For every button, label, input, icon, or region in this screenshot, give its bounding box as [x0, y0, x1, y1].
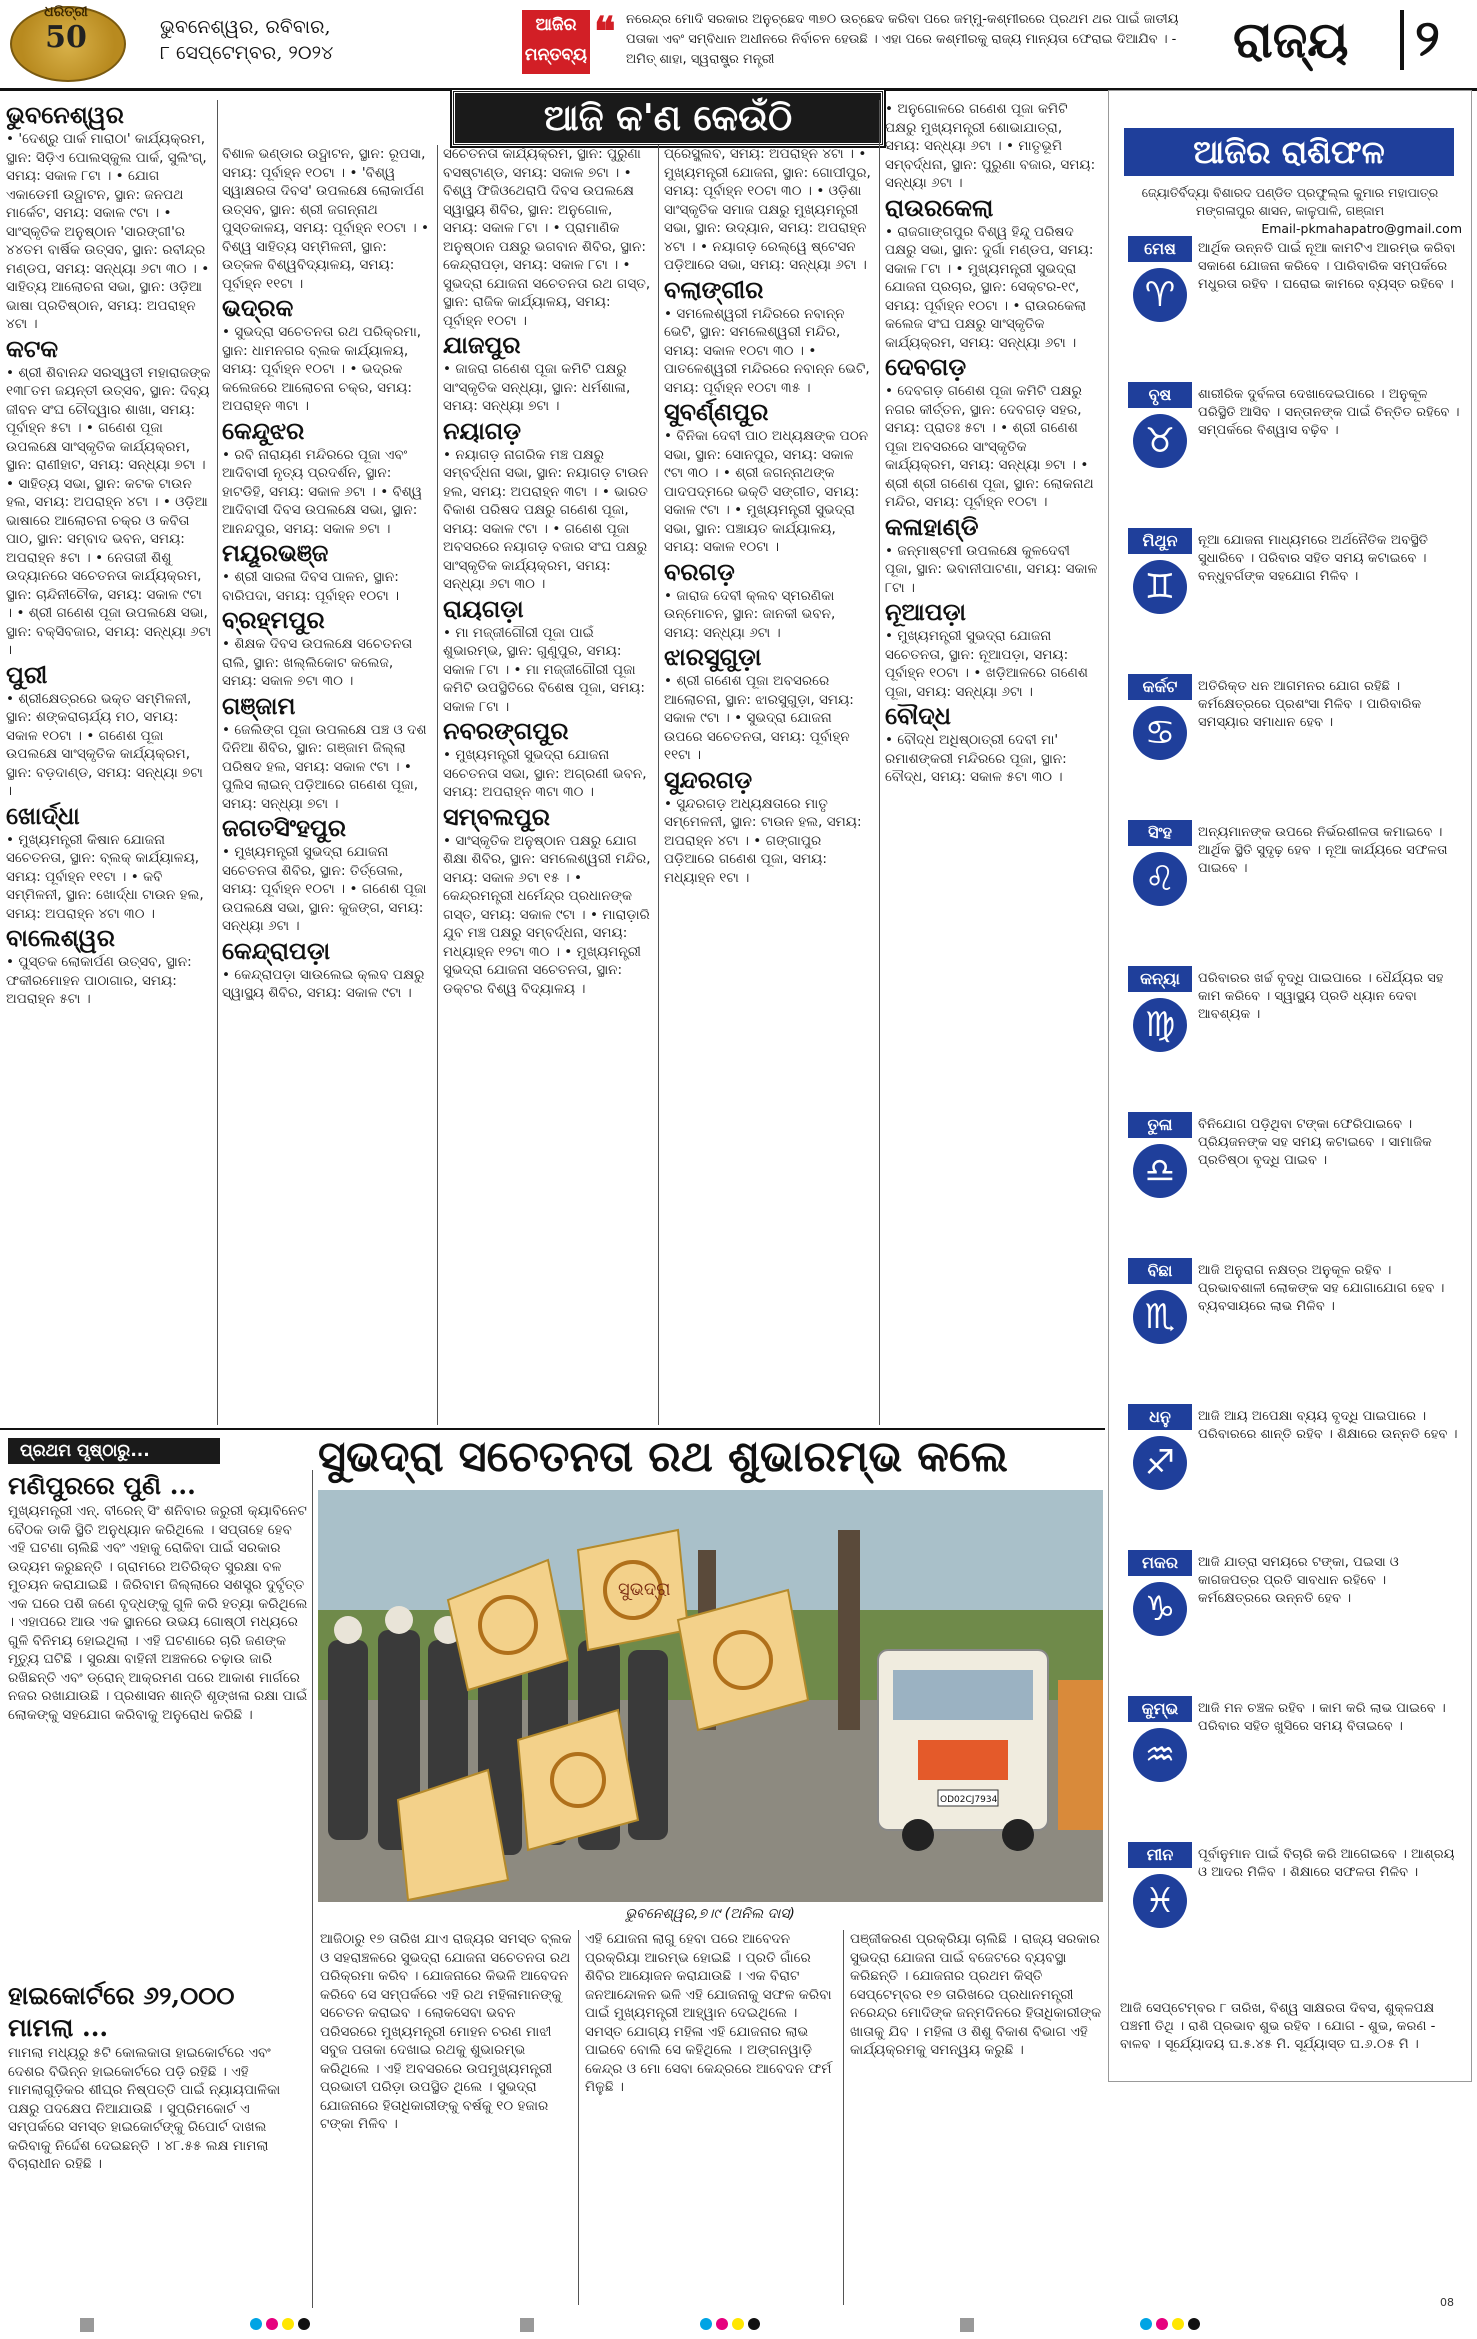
event-text: • ମୁଖ୍ୟମନ୍ତ୍ରୀ ସୁଭଦ୍ରା ଯୋଜନା ସଚେତନତା ସଭା, ସ୍ଥାନ: ଅଗ୍ରଣୀ ଭବନ, ସମୟ: ଅପରାହ୍ନ ୩ଟା ୩୦ ।	[443, 747, 647, 800]
event-text: • ସୁଭଦ୍ରା ସଚେତନତା ରଥ ପରିକ୍ରମା, ସ୍ଥାନ: ଧାମନଗର ବ୍ଲକ କାର୍ଯ୍ୟାଳୟ, ସମୟ: ପୂର୍ବାହ୍ନ ୧୦ଟା । • ଭଦ୍ରକ କଲେଜରେ ଆଲୋଚନା ଚକ୍ର, ସମୟ: ଅପରାହ୍ନ ୩ଟା ।	[222, 324, 422, 414]
story-body-col3: ପଞ୍ଜୀକରଣ ପ୍ରକ୍ରିୟା ଚାଲିଛି । ରାଜ୍ୟ ସରକାର ସୁଭଦ୍ରା ଯୋଜନା ପାଇଁ ବଜେଟରେ ବ୍ୟବସ୍ଥା କରିଛନ୍ତି । ଯୋଜନାର ପ୍ରଥମ କିସ୍ତି ସେପ୍ଟେମ୍ବର ୧୭ ତାରିଖରେ ପ୍ରଧାନମନ୍ତ୍ରୀ ନରେନ୍ଦ୍ର ମୋଦିଙ୍କ ଜନ୍ମଦିନରେ ହିତାଧିକାରୀଙ୍କ ଖାତାକୁ ଯିବ । ମହିଳା ଓ ଶିଶୁ ବିକାଶ ବିଭାଗ ଏହି କାର୍ଯ୍ୟକ୍ରମକୁ ସମନ୍ୱୟ କରୁଛି ।	[850, 1931, 1102, 2058]
event-text: • ଜାଜରା ଗଣେଶ ପୂଜା କମିଟି ପକ୍ଷରୁ ସାଂସ୍କୃତିକ ସନ୍ଧ୍ୟା, ସ୍ଥାନ: ଧର୍ମଶାଳା, ସମୟ: ସନ୍ଧ୍ୟା ୭ଟା ।	[443, 361, 631, 414]
black-mark	[298, 2318, 310, 2330]
events-column-4	[664, 145, 872, 1425]
sign-text: ପରିବାରର ଖର୍ଚ୍ଚ ବୃଦ୍ଧି ପାଇପାରେ । ଧୈର୍ଯ୍ୟର ସହ କାମ କରିବେ । ସ୍ୱାସ୍ଥ୍ୟ ପ୍ରତି ଧ୍ୟାନ ଦେବା ଆବଶ୍ୟକ ।	[1198, 971, 1444, 1023]
event-text: • ସମଲେଶ୍ୱରୀ ମନ୍ଦିରରେ ନବାନ୍ନ ଭେଟି, ସ୍ଥାନ: ସମଲେଶ୍ୱରୀ ମନ୍ଦିର, ସମୟ: ସକାଳ ୧୦ଟା ୩୦ । • ପାତଳେଶ୍ୱରୀ ମନ୍ଦିରରେ ନବାନ୍ନ ଭେଟି, ସମୟ: ପୂର୍ବାହ୍ନ ୧୦ଟା ୩୫ ।	[664, 305, 870, 396]
location-heading: ଝାରସୁଗୁଡ଼ା	[664, 642, 762, 671]
event-text: ବିଶାଳ ଭଣ୍ଡାର ଉଦ୍ଘାଟନ, ସ୍ଥାନ: ରୂପସା, ସମୟ: ପୂର୍ବାହ୍ନ ୧୦ଟା । • 'ବିଶ୍ୱ ସ୍ୱାକ୍ଷରତା ଦିବସ' ଉପଲକ୍ଷେ ଲୋକାର୍ପଣ ଉତ୍ସବ, ସ୍ଥାନ: ଶ୍ରୀ ଜଗନ୍ନାଥ ପୁସ୍ତକାଳୟ, ସମୟ: ପୂର୍ବାହ୍ନ ୧୦ଟା । • ବିଶ୍ୱ ସାହିତ୍ୟ ସମ୍ମିଳନୀ, ସ୍ଥାନ: ଉତ୍କଳ ବିଶ୍ୱବିଦ୍ୟାଳୟ, ସମୟ: ପୂର୍ବାହ୍ନ ୧୧ଟା ।	[222, 146, 430, 292]
zodiac-icon: ♎	[1133, 1144, 1187, 1198]
sign-text: ଆର୍ଥିକ ଉନ୍ନତି ପାଇଁ ନୂଆ କାମଟିଏ ଆରମ୍ଭ କରିବା ସକାଶେ ଯୋଜନା କରିବେ । ପାରିବାରିକ ସମ୍ପର୍କରେ ମଧୁରତା ରହିବ । ଘରୋଇ କାମରେ ବ୍ୟସ୍ତ ରହିବେ ।	[1198, 241, 1456, 293]
location-heading: ନବରଙ୍ଗପୁର	[443, 716, 569, 745]
location-heading: ଜଗତସିଂହପୁର	[222, 813, 347, 842]
col1-sec2	[6, 334, 212, 660]
zodiac-icon: ♑	[1133, 1582, 1187, 1636]
event-text: • ରାଜଗାଙ୍ଗପୁର ବିଶ୍ୱ ହିନ୍ଦୁ ପରିଷଦ ପକ୍ଷରୁ ସଭା, ସ୍ଥାନ: ଦୁର୍ଗା ମଣ୍ଡପ, ସମୟ: ସକାଳ ୮ଟା । • ମୁଖ୍ୟମନ୍ତ୍ରୀ ସୁଭଦ୍ରା ଯୋଜନା ପ୍ରଚାର, ସ୍ଥାନ: ସେକ୍ଟର-୧୯, ସମୟ: ପୂର୍ବାହ୍ନ ୧୦ଟା । • ରାଉରକେଲା କଲେଜ ସଂଘ ପକ୍ଷରୁ ସାଂସ୍କୃତିକ କାର୍ଯ୍ୟକ୍ରମ, ସମୟ: ସନ୍ଧ୍ୟା ୬ଟା ।	[885, 223, 1094, 351]
quote-mark-icon: ❝	[594, 8, 616, 55]
sign-text: ଅନ୍ୟମାନଙ୍କ ଉପରେ ନିର୍ଭରଶୀଳତା କମାଇବେ । ଆର୍ଥିକ ସ୍ଥିତି ସୁଦୃଢ଼ ହେବ । ନୂଆ କାର୍ଯ୍ୟରେ ସଫଳତା ପାଇବେ ।	[1198, 825, 1448, 877]
zodiac-icon: ♊	[1133, 560, 1187, 614]
location-heading: କଟକ	[6, 333, 59, 363]
gray-register-block	[960, 2318, 974, 2332]
location-heading: ଯାଜପୁର	[443, 330, 521, 359]
black-mark	[1188, 2318, 1200, 2330]
color-register-marks	[1140, 2318, 1200, 2330]
event-text: • ଶିକ୍ଷକ ଦିବସ ଉପଲକ୍ଷେ ସଚେତନତା ରାଲି, ସ୍ଥାନ: ଖଲ୍ଲିକୋଟ କଲେଜ, ସମୟ: ସକାଳ ୭ଟା ୩୦ ।	[222, 636, 413, 689]
zodiac-icon: ♍	[1133, 998, 1187, 1052]
location-heading: କଳାହାଣ୍ଡି	[885, 511, 979, 541]
sign-label: ମେଷ	[1128, 236, 1192, 262]
events-banner: ଆଜି କ'ଣ କେଉଁଠି	[452, 90, 884, 146]
van-plate: OD02CJ7934	[940, 1795, 998, 1805]
magenta-mark	[266, 2318, 278, 2330]
col1-sec1	[6, 100, 212, 334]
event-text: • ସୁନ୍ଦରଗଡ଼ ଅଧ୍ୟକ୍ଷତାରେ ମାତୃ ସମ୍ମେଳନୀ, ସ୍ଥାନ: ଟାଉନ ହଲ, ସମୟ: ଅପରାହ୍ନ ୪ଟା । • ଗଙ୍ଗାପୁର ପଡ଼ିଆରେ ଗଣେଶ ପୂଜା, ସମୟ: ମଧ୍ୟାହ୍ନ ୧ଟା ।	[664, 795, 862, 886]
color-register-marks	[700, 2318, 760, 2330]
event-text: • ମୁଖ୍ୟମନ୍ତ୍ରୀ କିଷାନ ଯୋଜନା ସଚେତନତା, ସ୍ଥାନ: ବ୍ଲକ୍ କାର୍ଯ୍ୟାଳୟ, ସମୟ: ପୂର୍ବାହ୍ନ ୧୧ଟା । • କବି ସମ୍ମିଳନୀ, ସ୍ଥାନ: ଖୋର୍ଦ୍ଧା ଟାଉନ ହଲ, ସମୟ: ଅପରାହ୍ନ ୪ଟା ୩୦ ।	[6, 831, 204, 922]
column-rule	[437, 145, 438, 1425]
location-heading: ରାଉରକେଲା	[885, 192, 994, 222]
horoscope-title: ଆଜିର ରାଶିଫଳ	[1124, 128, 1454, 176]
event-text: • ଜେଲିଙ୍ଗ ପୂଜା ଉପଲକ୍ଷେ ପଞ୍ଚ ଓ ଦଶ ଦିନିଆ ଶିବିର, ସ୍ଥାନ: ଗଞ୍ଜାମ ଜିଲ୍ଲା ପରିଷଦ ହଲ, ସମୟ: ସକାଳ ୯ଟା । • ପୁଲିସ ଲାଇନ୍ ପଡ଼ିଆରେ ଗଣେଶ ପୂଜା, ସମୟ: ସନ୍ଧ୍ୟା ୭ଟା ।	[222, 721, 427, 812]
event-text: • ଜନ୍ମାଷ୍ଟମୀ ଉପଲକ୍ଷେ କୁଳଦେବୀ ପୂଜା, ସ୍ଥାନ: ଭବାନୀପାଟଣା, ସମୟ: ସକାଳ ୮ଟା ।	[885, 542, 1098, 596]
event-text: • ପୁସ୍ତକ ଲୋକାର୍ପଣ ଉତ୍ସବ, ସ୍ଥାନ: ଫକୀରମୋହନ ପାଠାଗାର, ସମୟ: ଅପରାହ୍ନ ୫ଟା ।	[6, 954, 192, 1007]
cyan-mark	[250, 2318, 262, 2330]
column-rule	[312, 1470, 313, 2308]
story-body-col2: ଏହି ଯୋଜନା ଲାଗୁ ହେବା ପରେ ଆବେଦନ ପ୍ରକ୍ରିୟା ଆରମ୍ଭ ହୋଇଛି । ପ୍ରତି ଗାଁରେ ଶିବିର ଆୟୋଜନ କରାଯାଉଛି । ଏକ ବିରାଟ ଜନଆନ୍ଦୋଳନ ଭଳି ଏହି ଯୋଜନାକୁ ସଫଳ କରିବା ପାଇଁ ମୁଖ୍ୟମନ୍ତ୍ରୀ ଆହ୍ୱାନ ଦେଇଥିଲେ । ସମସ୍ତ ଯୋଗ୍ୟ ମହିଳା ଏହି ଯୋଜନାର ଲାଭ ପାଇବେ ବୋଲି ସେ କହିଥିଲେ । ଅଙ୍ଗନୱାଡ଼ି କେନ୍ଦ୍ର ଓ ମୋ ସେବା କେନ୍ଦ୍ରରେ ଆବେଦନ ଫର୍ମ ମିଳୁଛି ।	[585, 1931, 832, 2095]
sign-label: କୁମ୍ଭ	[1128, 1696, 1192, 1722]
sign-label: ତୁଳା	[1128, 1112, 1192, 1138]
author-name: ଜ୍ୟୋତିର୍ବିଦ୍ୟା ବିଶାରଦ ପଣ୍ଡିତ ପ୍ରଫୁଲ୍ଲ କୁମାର ମହାପାତ୍ର ମଙ୍ଗଳାପୁର ଶାସନ, କାଳୁପାଳି, ଗଞ୍ଜାମ	[1141, 185, 1439, 218]
color-register-marks	[250, 2318, 310, 2330]
zodiac-icon: ♒	[1133, 1728, 1187, 1782]
event-text: • ସାଂସ୍କୃତିକ ଅନୁଷ୍ଠାନ ପକ୍ଷରୁ ଯୋଗ ଶିକ୍ଷା ଶିବିର, ସ୍ଥାନ: ସମଲେଶ୍ୱରୀ ମନ୍ଦିର, ସମୟ: ସକାଳ ୬ଟା ୧୫ । • କେନ୍ଦ୍ରମନ୍ତ୍ରୀ ଧର୍ମେନ୍ଦ୍ର ପ୍ରଧାନଙ୍କ ଗସ୍ତ, ସମୟ: ସକାଳ ୯ଟା । • ମାରାଡ଼ାରି ଯୁବ ମଞ୍ଚ ପକ୍ଷରୁ ସମ୍ବର୍ଦ୍ଧନା, ସମୟ: ମଧ୍ୟାହ୍ନ ୧୨ଟା ୩୦ । • ମୁଖ୍ୟମନ୍ତ୍ରୀ ସୁଭଦ୍ରା ଯୋଜନା ସଚେତନତା, ସ୍ଥାନ: ଡକ୍ଟର ବିଶ୍ୱ ବିଦ୍ୟାଳୟ ।	[443, 832, 651, 997]
sign-text: ଆଜି ଅନୁରାଗ ନକ୍ଷତ୍ର ଅନୁକୂଳ ରହିବ । ପ୍ରଭାବଶାଳୀ ଲୋକଙ୍କ ସହ ଯୋଗାଯୋଗ ହେବ । ବ୍ୟବସାୟରେ ଲାଭ ମିଳିବ ।	[1198, 1263, 1445, 1315]
section-title: ରାଜ୍ୟ	[1233, 10, 1349, 69]
event-text: • ନୟାଗଡ଼ ନାଗରିକ ମଞ୍ଚ ପକ୍ଷରୁ ସମ୍ବର୍ଦ୍ଧନା ସଭା, ସ୍ଥାନ: ନୟାଗଡ଼ ଟାଉନ ହଲ, ସମୟ: ଅପରାହ୍ନ ୩ଟା । • ଭାରତ ବିକାଶ ପରିଷଦ ପକ୍ଷରୁ ଗଣେଶ ପୂଜା, ସମୟ: ସକାଳ ୯ଟା । • ଗଣେଶ ପୂଜା ଅବସରରେ ନୟାଗଡ଼ ବଜାର ସଂଘ ପକ୍ଷରୁ ସାଂସ୍କୃତିକ କାର୍ଯ୍ୟକ୍ରମ, ସମୟ: ସନ୍ଧ୍ୟା ୬ଟା ୩୦ ।	[443, 446, 649, 592]
event-text: • ମୁଖ୍ୟମନ୍ତ୍ରୀ ସୁଭଦ୍ରା ଯୋଜନା ସଚେତନତା ଶିବିର, ସ୍ଥାନ: ତିର୍ତ୍ତୋଲ, ସମୟ: ପୂର୍ବାହ୍ନ ୧୦ଟା । • ଗଣେଶ ପୂଜା ଉପଲକ୍ଷେ ସଭା, ସ୍ଥାନ: କୁଜଙ୍ଗ, ସମୟ: ସନ୍ଧ୍ୟା ୬ଟା ।	[222, 844, 427, 934]
events-column-3	[443, 145, 651, 1425]
event-text: • କେନ୍ଦ୍ରାପଡ଼ା ସାଉଲେଇ କ୍ଲବ ପକ୍ଷରୁ ସ୍ୱାସ୍ଥ୍ୟ ଶିବିର, ସମୟ: ସକାଳ ୯ଟା ।	[222, 966, 425, 1001]
date-line-2: ୮ ସେପ୍ଟେମ୍ବର, ୨୦୨୪	[160, 42, 334, 64]
photo-caption: ଭୁବନେଶ୍ୱର,୭।୯ (ଅନିଲ ଦାସ)	[625, 1906, 795, 1922]
location-heading: ରାୟଗଡ଼ା	[443, 593, 524, 623]
sign-text: ଆଜି ଆୟ ଅପେକ୍ଷା ବ୍ୟୟ ବୃଦ୍ଧି ପାଇପାରେ । ପରିବାରରେ ଶାନ୍ତି ରହିବ । ଶିକ୍ଷାରେ ଉନ୍ନତି ହେବ ।	[1198, 1409, 1458, 1443]
event-text: • ରବି ନାରାୟଣ ମନ୍ଦିରରେ ପୂଜା ଏବଂ ଆଦିବାସୀ ନୃତ୍ୟ ପ୍ରଦର୍ଶନ, ସ୍ଥାନ: ହାଟଡିହି, ସମୟ: ସକାଳ ୬ଟା । • ବିଶ୍ୱ ଆଦିବାସୀ ଦିବସ ଉପଲକ୍ଷେ ସଭା, ସ୍ଥାନ: ଆନନ୍ଦପୁର, ସମୟ: ସକାଳ ୭ଟା ।	[222, 446, 423, 537]
location-heading: କେନ୍ଦ୍ରାପଡ଼ା	[222, 935, 331, 965]
events-column-2	[222, 145, 430, 1425]
sign-label: କନ୍ୟା	[1128, 966, 1192, 992]
location-heading: ବୌଦ୍ଧ	[885, 701, 951, 730]
events-column-5	[885, 100, 1099, 1425]
location-heading: ବାଲେଶ୍ୱର	[6, 923, 115, 952]
section-divider	[1400, 10, 1404, 70]
event-text: • ଶ୍ରୀ ଶିବାନନ୍ଦ ସରସ୍ୱତୀ ମହାରାଜଙ୍କ ୧୩୮ତମ ଜୟନ୍ତୀ ଉତ୍ସବ, ସ୍ଥାନ: ଦିବ୍ୟ ଜୀବନ ସଂଘ ଚୌଦ୍ୱାର ଶାଖା, ସମୟ: ପୂର୍ବାହ୍ନ ୫ଟା । • ଗଣେଶ ପୂଜା ଉପଲକ୍ଷେ ସାଂସ୍କୃତିକ କାର୍ଯ୍ୟକ୍ରମ, ସ୍ଥାନ: ରାଣୀହାଟ, ସମୟ: ସନ୍ଧ୍ୟା ୭ଟା । • ସାହିତ୍ୟ ସଭା, ସ୍ଥାନ: କଟକ ଟାଉନ ହଲ, ସମୟ: ଅପରାହ୍ନ ୪ଟା । • ଓଡ଼ିଆ ଭାଷାରେ ଆଲୋଚନା ଚକ୍ର ଓ କବିତା ପାଠ, ସ୍ଥାନ: ସମ୍ବାଦ ଭବନ, ସମୟ: ଅପରାହ୍ନ ୫ଟା । • ନେତାଜୀ ଶିଶୁ ଉଦ୍ୟାନରେ ସଚେତନତା କାର୍ଯ୍ୟକ୍ରମ, ସ୍ଥାନ: ଚାନ୍ଦିନୀଚୌକ, ସମୟ: ସକାଳ ୯ଟା । • ଶ୍ରୀ ଗଣେଶ ପୂଜା ଉପଲକ୍ଷେ ସଭା, ସ୍ଥାନ: ବକ୍ସିବଜାର, ସମୟ: ସନ୍ଧ୍ୟା ୬ଟା ।	[6, 364, 212, 658]
story-photo	[318, 1490, 1103, 1902]
sign-label: ମୀନ	[1128, 1842, 1192, 1868]
magenta-mark	[716, 2318, 728, 2330]
hc-heading: ହାଇକୋର୍ଟରେ ୬୨,୦୦୦ ମାମଲା ...	[8, 1981, 235, 2042]
front-page-label: ପ୍ରଥମ ପୃଷ୍ଠାରୁ...	[8, 1438, 220, 1464]
sign-label: ସିଂହ	[1128, 820, 1192, 846]
date-line-1: ଭୁବନେଶ୍ୱର, ରବିବାର,	[160, 16, 331, 38]
sign-text: ପୂର୍ବାନୁମାନ ପାଇଁ ବିଚାରି କରି ଆଗେଇବେ । ଆଶ୍ରୟ ଓ ଆଦର ମିଳିବ । ଶିକ୍ଷାରେ ସଫଳତା ମିଳିବ ।	[1198, 1847, 1455, 1881]
zodiac-icon: ♋	[1133, 706, 1187, 760]
location-heading: ଗଞ୍ଜାମ	[222, 690, 296, 720]
location-heading: ମୟୂରଭଞ୍ଜ	[222, 538, 329, 567]
col1-sec5	[6, 923, 212, 1009]
cyan-mark	[1140, 2318, 1152, 2330]
location-heading: ସମ୍ବଲପୁର	[443, 801, 550, 831]
page-number: ୨	[1415, 8, 1440, 67]
column-rule	[578, 1930, 579, 2305]
sign-text: ଅତିରିକ୍ତ ଧନ ଆଗମନର ଯୋଗ ରହିଛି । କର୍ମକ୍ଷେତ୍ରରେ ପ୍ରଶଂସା ମିଳିବ । ପାରିବାରିକ ସମସ୍ୟାର ସମାଧାନ ହେବ ।	[1198, 679, 1422, 731]
events-column-1	[6, 100, 212, 1425]
col1-sec4	[6, 801, 212, 924]
location-heading: ସୁନ୍ଦରଗଡ଼	[664, 764, 753, 794]
location-heading: ବ୍ରହ୍ମପୁର	[222, 605, 325, 634]
quote-text: ନରେନ୍ଦ୍ର ମୋଦି ସରକାର ଅନୁଚ୍ଛେଦ ୩୭୦ ଉଚ୍ଛେଦ କରିବା ପରେ ଜମ୍ମୁ-କଶ୍ମୀରରେ ପ୍ରଥମ ଥର ପାଇଁ ଜାତୀୟ ପତାକା ଏବଂ ସମ୍ବିଧାନ ଅଧୀନରେ ନିର୍ବାଚନ ହେଉଛି । ଏହା ପରେ କଶ୍ମୀରକୁ ରାଜ୍ୟ ମାନ୍ୟତା ଫେରାଇ ଦିଆଯିବ । - ଅମିତ୍ ଶାହା, ସ୍ୱରାଷ୍ଟ୍ର ମନ୍ତ୍ରୀ	[626, 12, 1179, 67]
zodiac-icon: ♉	[1133, 414, 1187, 468]
sign-text: ଶାରୀରିକ ଦୁର୍ବଳତା ଦେଖାଦେଇପାରେ । ଅନୁକୂଳ ପରିସ୍ଥିତି ଆସିବ । ସନ୍ତାନଙ୍କ ପାଇଁ ଚିନ୍ତିତ ରହିବେ । ସମ୍ପର୍କରେ ବିଶ୍ୱାସ ବଢ଼ିବ ।	[1198, 387, 1460, 439]
zodiac-icon: ♏	[1133, 1290, 1187, 1344]
manipur-story	[8, 1470, 308, 1875]
location-heading: ନୟାଗଡ଼	[443, 415, 522, 445]
manipur-heading: ମଣିପୁରରେ ପୁଣି ...	[8, 1471, 196, 1500]
event-text: • ବୌଦ୍ଧ ଅଧିଷ୍ଠାତ୍ରୀ ଦେବୀ ମା' ରମାଶଙ୍କରୀ ମନ୍ଦିରରେ ପୂଜା, ସ୍ଥାନ: ବୌଦ୍ଧ, ସମୟ: ସକାଳ ୫ଟା ୩୦ ।	[885, 732, 1067, 785]
sign-label: ବିଛା	[1128, 1258, 1192, 1284]
manipur-body: ମୁଖ୍ୟମନ୍ତ୍ରୀ ଏନ୍. ବୀରେନ୍ ସିଂ ଶନିବାର ଜରୁରୀ କ୍ୟାବିନେଟ ବୈଠକ ଡାକି ସ୍ଥିତି ଅନୁଧ୍ୟାନ କରିଥିଲେ । ସପ୍ତାହେ ହେବ ଏହି ଘଟଣା ଚାଲିଛି ଏବଂ ଏହାକୁ ରୋକିବା ପାଇଁ ସରକାର ଉଦ୍ୟମ କରୁଛନ୍ତି । ଗ୍ରାମରେ ଅତିରିକ୍ତ ସୁରକ୍ଷା ବଳ ମୁତୟନ କରାଯାଇଛି । ଜିରିବାମ ଜିଲ୍ଲାରେ ସଶସ୍ତ୍ର ଦୁର୍ବୃତ୍ତ ଏକ ଘରେ ପଶି ଜଣେ ବୃଦ୍ଧଙ୍କୁ ଗୁଳି କରି ହତ୍ୟା କରିଥିଲେ । ଏହାପରେ ଆଉ ଏକ ସ୍ଥାନରେ ଉଭୟ ଗୋଷ୍ଠୀ ମଧ୍ୟରେ ଗୁଳି ବିନିମୟ ହୋଇଥିଲା । ଏହି ଘଟଣାରେ ଚାରି ଜଣଙ୍କ ମୃତ୍ୟୁ ଘଟିଛି । ସୁରକ୍ଷା ବାହିନୀ ଅଞ୍ଚଳରେ ଚଢ଼ାଉ ଜାରି ରଖିଛନ୍ତି ଏବଂ ଡ୍ରୋନ୍ ଆକ୍ରମଣ ପରେ ଆକାଶ ମାର୍ଗରେ ନଜର ରଖାଯାଉଛି । ପ୍ରଶାସନ ଶାନ୍ତି ଶୃଙ୍ଖଳା ରକ୍ଷା ପାଇଁ ଲୋକଙ୍କୁ ସହଯୋଗ କରିବାକୁ ଅନୁରୋଧ କରିଛି ।	[8, 1503, 308, 1723]
event-text: • ଜାରାଜ ଦେବୀ କ୍ଲବ ସ୍ମରଣିକା ଉନ୍ମୋଚନ, ସ୍ଥାନ: ଜାନକୀ ଭବନ, ସମୟ: ସନ୍ଧ୍ୟା ୬ଟା ।	[664, 587, 836, 641]
yellow-mark	[1172, 2318, 1184, 2330]
event-text: • ମୁଖ୍ୟମନ୍ତ୍ରୀ ସୁଭଦ୍ରା ଯୋଜନା ସଚେତନତା, ସ୍ଥାନ: ନୂଆପଡ଼ା, ସମୟ: ପୂର୍ବାହ୍ନ ୧୦ଟା । • ଖଡ଼ିଆଳରେ ଗଣେଶ ପୂଜା, ସମୟ: ସନ୍ଧ୍ୟା ୬ଟା ।	[885, 628, 1088, 700]
event-text: • ବିନିକା ଦେବୀ ପାଠ ଅଧ୍ୟକ୍ଷଙ୍କ ପଠନ ସଭା, ସ୍ଥାନ: ସୋନପୁର, ସମୟ: ସକାଳ ୯ଟା ୩୦ । • ଶ୍ରୀ ଜଗନ୍ନାଥଙ୍କ ପାଦପଦ୍ମରେ ଭକ୍ତି ସଙ୍ଗୀତ, ସମୟ: ସକାଳ ୯ଟା । • ମୁଖ୍ୟମନ୍ତ୍ରୀ ସୁଭଦ୍ରା ସଭା, ସ୍ଥାନ: ପଞ୍ଚାୟତ କାର୍ଯ୍ୟାଳୟ, ସମୟ: ସକାଳ ୧୦ଟା ।	[664, 428, 869, 555]
event-text: ସଚେତନତା କାର୍ଯ୍ୟକ୍ରମ, ସ୍ଥାନ: ପୁରୁଣା ବସଷ୍ଟାଣ୍ଡ, ସମୟ: ସକାଳ ୭ଟା । • ବିଶ୍ୱ ଫିଜିଓଥେରାପି ଦିବସ ଉପଲକ୍ଷେ ସ୍ୱାସ୍ଥ୍ୟ ଶିବିର, ସ୍ଥାନ: ଅନୁଗୋଳ, ସମୟ: ସକାଳ ୮ଟା । • ପ୍ରାମାଣିକ ଅନୁଷ୍ଠାନ ପକ୍ଷରୁ ଭଗବାନ ଶିବିର, ସ୍ଥାନ: କେନ୍ଦ୍ରାପଡ଼ା, ସମୟ: ସକାଳ ୮ଟା । • ସୁଭଦ୍ରା ଯୋଜନା ସଚେତନତା ରଥ ଗସ୍ତ, ସ୍ଥାନ: ରାଜିକ କାର୍ଯ୍ୟାଳୟ, ସମୟ: ପୂର୍ବାହ୍ନ ୧୦ଟା ।	[443, 146, 651, 329]
zodiac-icon: ♓	[1133, 1874, 1187, 1928]
story-body-col1: ଆଜିଠାରୁ ୧୭ ତାରିଖ ଯାଏ ରାଜ୍ୟର ସମସ୍ତ ବ୍ଲକ ଓ ସହରାଞ୍ଚଳରେ ସୁଭଦ୍ରା ଯୋଜନା ସଚେତନତା ରଥ ପରିକ୍ରମା କରିବ । ଯୋଜନାରେ କିଭଳି ଆବେଦନ କରିବେ ସେ ସମ୍ପର୍କରେ ଏହି ରଥ ମହିଳାମାନଙ୍କୁ ସଚେତନ କରାଇବ । ଲୋକସେବା ଭବନ ପରିସରରେ ମୁଖ୍ୟମନ୍ତ୍ରୀ ମୋହନ ଚରଣ ମାଝୀ ସବୁଜ ପତାକା ଦେଖାଇ ରଥକୁ ଶୁଭାରମ୍ଭ କରିଥିଲେ । ଏହି ଅବସରରେ ଉପମୁଖ୍ୟମନ୍ତ୍ରୀ ପ୍ରଭାତୀ ପରିଡ଼ା ଉପସ୍ଥିତ ଥିଲେ । ସୁଭଦ୍ରା ଯୋଜନାରେ ହିତାଧିକାରୀଙ୍କୁ ବର୍ଷକୁ ୧୦ ହଜାର ଟଙ୍କା ମିଳିବ ।	[320, 1931, 572, 2132]
logo-number: 50	[45, 20, 87, 55]
event-text: • 'ଦେଶ୍ରୁ ପାର୍କ ମାରାଠା' କାର୍ଯ୍ୟକ୍ରମ, ସ୍ଥାନ: ସିଡ଼ିଏ ପୋଲସ୍କୁଲ ପାର୍କ, ସୁଲିଂଗ୍, ସମୟ: ସକାଳ ୮ଟା । • ଯୋଗ ଏକାଡେମୀ ଉଦ୍ଘାଟନ, ସ୍ଥାନ: ଜନପଥ ମାର୍କେଟ, ସମୟ: ସକାଳ ୯ଟା । • ସାଂସ୍କୃତିକ ଅନୁଷ୍ଠାନ 'ସାରଙ୍ଗୀ'ର ୪୪ତମ ବାର୍ଷିକ ଉତ୍ସବ, ସ୍ଥାନ: ରବୀନ୍ଦ୍ର ମଣ୍ଡପ, ସମୟ: ସନ୍ଧ୍ୟା ୬ଟା ୩୦ । • ସାହିତ୍ୟ ଆଲୋଚନା ସଭା, ସ୍ଥାନ: ଓଡ଼ିଆ ଭାଷା ପ୍ରତିଷ୍ଠାନ, ସମୟ: ଅପରାହ୍ନ ୪ଟା ।	[6, 131, 210, 332]
gray-register-block	[520, 2318, 534, 2332]
author-email: Email-pkmahapatro@gmail.com	[1261, 221, 1462, 236]
location-heading: ନୂଆପଡ଼ା	[885, 597, 966, 626]
sign-label: କର୍କଟ	[1128, 674, 1192, 700]
event-text: • ମା ମଜ୍ଜୀଗୌରୀ ପୂଜା ପାଇଁ ଶୁଭାରମ୍ଭ, ସ୍ଥାନ: ଗୁଣୁପୁର, ସମୟ: ସକାଳ ୮ଟା । • ମା ମଜ୍ଜୀଗୌରୀ ପୂଜା କମିଟି ଉପସ୍ଥିତିରେ ବିଶେଷ ପୂଜା, ସମୟ: ସକାଳ ୮ଟା ।	[443, 624, 645, 715]
location-heading: ବରଗଡ଼	[664, 556, 735, 586]
event-text: • ଶ୍ରୀ ଗଣେଶ ପୂଜା ଅବସରରେ ଆଲୋଚନା, ସ୍ଥାନ: ଝାରସୁଗୁଡ଼ା, ସମୟ: ସକାଳ ୯ଟା । • ସୁଭଦ୍ରା ଯୋଜନା ଉପରେ ସଚେତନତା, ସମୟ: ପୂର୍ବାହ୍ନ ୧୧ଟା ।	[664, 673, 854, 763]
location-heading: ଦେବଗଡ଼	[885, 352, 967, 381]
column-rule	[879, 100, 880, 1425]
location-heading: ଭଦ୍ରକ	[222, 293, 294, 322]
photo-illustration	[318, 1490, 1103, 1902]
zodiac-icon: ♐	[1133, 1436, 1187, 1490]
event-text: • ଅନୁଗୋଳରେ ଗଣେଶ ପୂଜା କମିଟି ପକ୍ଷରୁ ମୁଖ୍ୟମନ୍ତ୍ରୀ ଶୋଭାଯାତ୍ରା, ସମୟ: ସନ୍ଧ୍ୟା ୬ଟା । • ମାତୃଭୂମି ସମ୍ବର୍ଦ୍ଧନା, ସ୍ଥାନ: ପୁରୁଣା ବଜାର, ସମୟ: ସନ୍ଧ୍ୟା ୬ଟା ।	[885, 101, 1096, 191]
location-heading: ବଲାଙ୍ଗୀର	[664, 274, 764, 304]
hc-story	[8, 1980, 308, 2305]
zodiac-icon: ♈	[1133, 268, 1187, 322]
cyan-mark	[700, 2318, 712, 2330]
sign-label: ମକର	[1128, 1550, 1192, 1576]
event-text: • ଦେବଗଡ଼ ଗଣେଶ ପୂଜା କମିଟି ପକ୍ଷରୁ ନଗର କୀର୍ତ୍ତନ, ସ୍ଥାନ: ଦେବଗଡ଼ ସହର, ସମୟ: ପ୍ରାତଃ ୫ଟା । • ଶ୍ରୀ ଗଣେଶ ପୂଜା ଅବସରରେ ସାଂସ୍କୃତିକ କାର୍ଯ୍ୟକ୍ରମ, ସମୟ: ସନ୍ଧ୍ୟା ୭ଟା । • ଶ୍ରୀ ଶ୍ରୀ ଗଣେଶ ପୂଜା, ସ୍ଥାନ: ଲୋକନାଥ ମନ୍ଦିର, ସମୟ: ପୂର୍ବାହ୍ନ ୧୦ଟା ।	[885, 383, 1094, 510]
location-heading: ସୁବର୍ଣ୍ଣପୁର	[664, 397, 769, 426]
location-heading: ଭୁବନେଶ୍ୱର	[6, 100, 124, 129]
horoscope-footer: ଆଜି ସେପ୍ଟେମ୍ବର ୮ ତାରିଖ, ବିଶ୍ୱ ସାକ୍ଷରତା ଦିବସ, ଶୁକ୍ଳପକ୍ଷ ପଞ୍ଚମୀ ତିଥି । ରାଶି ପ୍ରଭାବ ଶୁଭ ରହିବ । ଯୋଗ - ଶୁଭ, କରଣ - ବାଳବ । ସୂର୍ଯ୍ୟୋଦୟ ଘ.୫.୪୫ ମି. ସୂର୍ଯ୍ୟାସ୍ତ ଘ.୬.୦୫ ମି ।	[1120, 2001, 1436, 2053]
location-heading: କେନ୍ଦୁଝର	[222, 415, 305, 445]
yellow-mark	[732, 2318, 744, 2330]
column-rule	[217, 100, 218, 1425]
brand-box: ଆଜିର ମନ୍ତବ୍ୟ	[522, 10, 590, 74]
zodiac-icon: ♌	[1133, 852, 1187, 906]
column-rule	[843, 1930, 844, 2305]
column-rule	[658, 145, 659, 1425]
sign-label: ବୃଷ	[1128, 382, 1192, 408]
sign-label: ମିଥୁନ	[1128, 528, 1192, 554]
event-text: • ଶ୍ରୀକ୍ଷେତ୍ରରେ ଭକ୍ତ ସମ୍ମିଳନୀ, ସ୍ଥାନ: ଶଙ୍କରାଚାର୍ଯ୍ୟ ମଠ, ସମୟ: ସକାଳ ୧୦ଟା । • ଗଣେଶ ପୂଜା ଉପଲକ୍ଷେ ସାଂସ୍କୃତିକ କାର୍ଯ୍ୟକ୍ରମ, ସ୍ଥାନ: ବଡ଼ଦାଣ୍ଡ, ସମୟ: ସନ୍ଧ୍ୟା ୭ଟା ।	[6, 690, 203, 799]
event-text: ପ୍ରେସ୍କ୍ଲବ, ସମୟ: ଅପରାହ୍ନ ୪ଟା । • ମୁଖ୍ୟମନ୍ତ୍ରୀ ଯୋଜନା, ସ୍ଥାନ: ଗୋପୀପୁର, ସମୟ: ପୂର୍ବାହ୍ନ ୧୦ଟା ୩୦ । • ଓଡ଼ିଶା ସାଂସ୍କୃତିକ ସମାଜ ପକ୍ଷରୁ ମୁଖ୍ୟମନ୍ତ୍ରୀ ସଭା, ସ୍ଥାନ: ଉଦ୍ୟାନ, ସମୟ: ଅପରାହ୍ନ ୪ଟା । • ନୟାଗଡ଼ ରେଲ୍ୱେ ଷ୍ଟେସନ ପଡ଼ିଆରେ ସଭା, ସମୟ: ସନ୍ଧ୍ୟା ୬ଟା ।	[664, 146, 871, 273]
hc-body: ମାମଲା ମଧ୍ୟରୁ ୫ଟି କୋଲକାତା ହାଇକୋର୍ଟରେ ଏବଂ ଦେଶର ବିଭିନ୍ନ ହାଇକୋର୍ଟରେ ପଡ଼ି ରହିଛି । ଏହି ମାମଲାଗୁଡ଼ିକର ଶୀଘ୍ର ନିଷ୍ପତ୍ତି ପାଇଁ ନ୍ୟାୟପାଳିକା ପକ୍ଷରୁ ପଦକ୍ଷେପ ନିଆଯାଉଛି । ସୁପ୍ରିମକୋର୍ଟ ଏ ସମ୍ପର୍କରେ ସମସ୍ତ ହାଇକୋର୍ଟଙ୍କୁ ରିପୋର୍ଟ ଦାଖଲ କରିବାକୁ ନିର୍ଦ୍ଦେଶ ଦେଇଛନ୍ତି । ୪୮.୫୫ ଲକ୍ଷ ମାମଲା ବିଚାରାଧୀନ ରହିଛି ।	[8, 2045, 281, 2172]
location-heading: ଖୋର୍ଦ୍ଧା	[6, 800, 80, 830]
story-headline: ସୁଭଦ୍ରା ସଚେତନତା ରଥ ଶୁଭାରମ୍ଭ କଲେ	[318, 1432, 1008, 1482]
col1-sec3	[6, 660, 212, 801]
gray-register-block	[80, 2318, 94, 2332]
sign-text: ଆଜି ମନ ଚଞ୍ଚଳ ରହିବ । କାମ କରି ଲାଭ ପାଇବେ । ପରିବାର ସହିତ ଖୁସିରେ ସମୟ ବିତାଇବେ ।	[1198, 1701, 1446, 1735]
flag-text: ସୁଭଦ୍ରା	[618, 1579, 671, 1600]
yellow-mark	[282, 2318, 294, 2330]
page-code: 08	[1440, 2296, 1454, 2309]
sign-text: ବିନିଯୋଗ ପଡ଼ିଥିବା ଟଙ୍କା ଫେରିପାଇବେ । ପ୍ରିୟଜନଙ୍କ ସହ ସମୟ କଟାଇବେ । ସାମାଜିକ ପ୍ରତିଷ୍ଠା ବୃଦ୍ଧି ପାଇବ ।	[1198, 1117, 1432, 1169]
horoscope-author	[1118, 184, 1462, 238]
sign-text: ଆଜି ଯାତ୍ରା ସମୟରେ ଟଙ୍କା, ପଇସା ଓ କାଗଜପତ୍ର ପ୍ରତି ସାବଧାନ ରହିବେ । କର୍ମକ୍ଷେତ୍ରରେ ଉନ୍ନତି ହେବ ।	[1198, 1555, 1399, 1607]
black-mark	[748, 2318, 760, 2330]
sign-label: ଧନୁ	[1128, 1404, 1192, 1430]
sign-text: ନୂଆ ଯୋଜନା ମାଧ୍ୟମରେ ଅର୍ଥନୈତିକ ଅବସ୍ଥିତି ସୁଧାରିବେ । ପରିବାର ସହିତ ସମୟ କଟାଇବେ । ବନ୍ଧୁବର୍ଗଙ୍କ ସହଯୋଗ ମିଳିବ ।	[1198, 533, 1429, 585]
date-line	[160, 14, 400, 66]
location-heading: ପୁରୀ	[6, 659, 48, 689]
magenta-mark	[1156, 2318, 1168, 2330]
event-text: • ଶ୍ରୀ ସାରଳା ଦିବସ ପାଳନ, ସ୍ଥାନ: ବାରିପଦା, ସମୟ: ପୂର୍ବାହ୍ନ ୧୦ଟା ।	[222, 569, 400, 604]
logo-word: ଧରିତ୍ରୀ	[44, 4, 88, 20]
